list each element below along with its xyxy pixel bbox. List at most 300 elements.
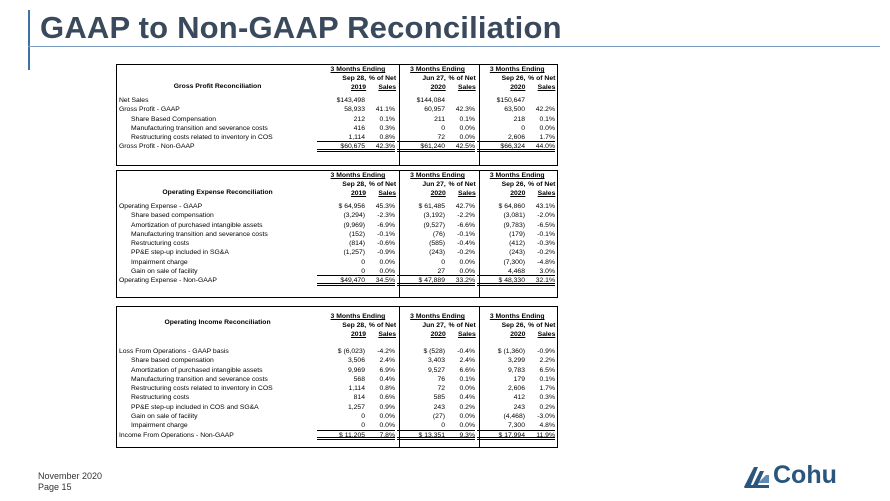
- percent-cell: -0.9%: [537, 348, 555, 355]
- amount-cell: $49,470: [317, 276, 365, 285]
- row-values: [317, 211, 557, 220]
- period-values: [397, 230, 477, 239]
- percent-cell: -0.6%: [377, 240, 395, 248]
- period-values: [317, 267, 397, 276]
- table-row: [117, 384, 557, 393]
- amount-cell: (814): [349, 240, 365, 248]
- amount-cell: 243: [433, 403, 445, 411]
- table-row: [117, 133, 557, 142]
- percent-cell: 42.3%: [365, 142, 395, 151]
- percent-cell: 0.0%: [379, 258, 395, 266]
- percent-cell: 32.1%: [525, 276, 555, 285]
- percent-cell: 11.9%: [525, 431, 555, 440]
- table-title: Operating Income Reconciliation: [164, 319, 271, 326]
- column-separator: [479, 65, 480, 165]
- page-title: GAAP to Non-GAAP Reconciliation: [40, 10, 562, 45]
- period-values: [477, 202, 557, 211]
- amount-cell: $ 61,485: [418, 203, 445, 210]
- period-values: [477, 239, 557, 248]
- row-values: [317, 366, 557, 375]
- footer-date: November 2020: [38, 471, 103, 481]
- period-values: [477, 393, 557, 402]
- period-values: [477, 384, 557, 393]
- percent-cell: 0.0%: [445, 267, 475, 276]
- percent-cell: 42.3%: [455, 106, 475, 114]
- row-label: Amortization of purchased intangible assets: [131, 221, 263, 229]
- percent-cell: 42.2%: [535, 106, 555, 114]
- amount-cell: 9,969: [347, 366, 365, 374]
- percent-cell: 34.5%: [365, 276, 395, 285]
- period-values: [397, 375, 477, 384]
- period-values: [477, 267, 557, 276]
- percent-cell: 0.1%: [459, 375, 475, 383]
- period-subheader: [318, 180, 398, 189]
- period-values: [317, 230, 397, 239]
- table-row: [117, 221, 557, 230]
- period-title: 3 Months Ending: [489, 313, 545, 320]
- period-values: [477, 412, 557, 421]
- period-subheader: [398, 83, 478, 92]
- column-separator: [399, 171, 400, 297]
- percent-cell: -0.2%: [457, 249, 475, 257]
- pct-label: Sales: [457, 190, 476, 198]
- pct-label: Sales: [378, 331, 397, 339]
- percent-cell: 0.3%: [379, 124, 395, 132]
- period-values: [477, 124, 557, 133]
- period-values: [317, 239, 397, 248]
- period-year: 2020: [510, 331, 526, 339]
- percent-cell: 33.2%: [445, 276, 475, 285]
- table-header: [117, 307, 557, 346]
- period-values: [317, 393, 397, 402]
- period-values: [477, 421, 557, 430]
- column-separator: [399, 65, 400, 165]
- period-year: 2020: [430, 331, 446, 339]
- percent-cell: 0.0%: [459, 258, 475, 266]
- row-values: [317, 142, 557, 151]
- row-values: [317, 96, 557, 105]
- row-label: Gross Profit - GAAP: [119, 106, 180, 114]
- amount-cell: 0: [317, 421, 365, 430]
- amount-cell: (1,257): [343, 249, 365, 257]
- table-row: [117, 105, 557, 114]
- period-values: [317, 211, 397, 220]
- percent-cell: -2.3%: [377, 212, 395, 220]
- row-label: Gross Profit - Non-GAAP: [119, 143, 195, 151]
- amount-cell: 218: [513, 115, 525, 123]
- table-row: [117, 202, 557, 211]
- row-values: [317, 239, 557, 248]
- table-header: [117, 65, 557, 95]
- period-values: [397, 124, 477, 133]
- period-values: [317, 375, 397, 384]
- percent-cell: 41.1%: [375, 106, 395, 114]
- percent-cell: 45.3%: [375, 203, 395, 210]
- period-values: [397, 105, 477, 114]
- percent-cell: 0.4%: [459, 394, 475, 402]
- row-label: Loss From Operations - GAAP basis: [119, 348, 229, 355]
- percent-cell: 0.0%: [365, 267, 395, 276]
- table-row: [117, 347, 557, 356]
- table-row: [117, 142, 557, 151]
- period-values: [397, 258, 477, 267]
- table-row: [117, 356, 557, 365]
- percent-cell: 0.1%: [379, 115, 395, 123]
- percent-cell: -3.0%: [537, 413, 555, 421]
- period-title: 3 Months Ending: [410, 313, 465, 320]
- period-values: [397, 393, 477, 402]
- period-header: [318, 312, 398, 346]
- amount-cell: 9,783: [507, 366, 525, 374]
- period-values: [397, 431, 477, 440]
- period-values: [317, 421, 397, 430]
- percent-cell: 2.2%: [539, 357, 555, 365]
- period-title: 3 Months Ending: [410, 66, 465, 73]
- period-year: 2019: [350, 190, 367, 198]
- amount-cell: 72: [397, 133, 445, 142]
- row-label: Income From Operations - Non-GAAP: [119, 431, 234, 439]
- percent-cell: 0.2%: [539, 403, 555, 411]
- amount-cell: 4,468: [477, 267, 525, 276]
- period-values: [397, 211, 477, 220]
- percent-cell: 0.6%: [379, 394, 395, 402]
- period-subheader: [318, 74, 398, 83]
- amount-cell: 0: [361, 258, 365, 266]
- period-values: [397, 421, 477, 430]
- period-values: [477, 133, 557, 142]
- percent-cell: 0.9%: [379, 403, 395, 411]
- percent-cell: 0.0%: [365, 421, 395, 430]
- period-values: [477, 96, 557, 105]
- amount-cell: 76: [437, 375, 445, 383]
- percent-cell: -4.2%: [377, 348, 395, 355]
- period-header: [477, 65, 557, 95]
- amount-cell: $ 17,994: [477, 431, 525, 440]
- period-values: [397, 403, 477, 412]
- amount-cell: $144,084: [416, 97, 445, 104]
- period-year: 2020: [430, 84, 446, 92]
- period-subheader: [398, 74, 478, 83]
- row-values: [317, 248, 557, 257]
- row-label: PP&E step-up included in SG&A: [131, 249, 229, 257]
- period-values: [397, 412, 477, 421]
- period-year: 2019: [350, 331, 367, 339]
- percent-cell: 9.3%: [445, 431, 475, 440]
- row-values: [317, 202, 557, 211]
- amount-cell: $ 47,889: [397, 276, 445, 285]
- percent-cell: 4.8%: [525, 421, 555, 430]
- percent-cell: 43.1%: [535, 203, 555, 210]
- percent-cell: -0.9%: [377, 249, 395, 257]
- footer-page-number: Page 15: [38, 482, 72, 492]
- amount-cell: 568: [353, 375, 365, 383]
- period-values: [397, 221, 477, 230]
- period-values: [397, 276, 477, 285]
- period-date: Sep 26,: [501, 322, 526, 330]
- period-title: 3 Months Ending: [489, 66, 545, 73]
- percent-cell: -2.2%: [457, 212, 475, 220]
- period-subheader: [477, 330, 557, 339]
- period-title: 3 Months Ending: [330, 66, 386, 73]
- table-row: [117, 421, 557, 430]
- amount-cell: 72: [437, 385, 445, 393]
- row-values: [317, 115, 557, 124]
- amount-cell: 1,114: [348, 385, 365, 393]
- amount-cell: 27: [397, 267, 445, 276]
- amount-cell: $ 11,205: [317, 431, 365, 440]
- title-divider: [28, 46, 880, 47]
- pct-label: Sales: [457, 331, 476, 339]
- period-values: [317, 221, 397, 230]
- gross-profit-table: [116, 64, 558, 166]
- pct-label: % of Net: [528, 322, 556, 330]
- amount-cell: 9,527: [427, 366, 445, 374]
- percent-cell: 0.0%: [459, 413, 475, 421]
- table-row: [117, 96, 557, 105]
- percent-cell: 0.0%: [379, 413, 395, 421]
- amount-cell: (76): [432, 230, 445, 238]
- amount-cell: $61,240: [397, 142, 445, 151]
- column-separator: [479, 171, 480, 297]
- percent-cell: -0.4%: [457, 348, 475, 355]
- table-body: [117, 95, 557, 152]
- percent-cell: -0.1%: [537, 230, 555, 238]
- period-title: 3 Months Ending: [489, 172, 545, 179]
- operating-expense-table: [116, 170, 558, 298]
- row-label: Operating Expense - Non-GAAP: [119, 277, 217, 285]
- row-label: Share based compensation: [131, 212, 214, 220]
- period-values: [317, 366, 397, 375]
- period-values: [477, 431, 557, 440]
- amount-cell: 1,257: [347, 403, 365, 411]
- amount-cell: $143,498: [336, 97, 365, 104]
- amount-cell: (4,468): [503, 413, 525, 421]
- amount-cell: $150,647: [496, 97, 525, 104]
- column-separator: [479, 307, 480, 447]
- period-values: [477, 366, 557, 375]
- amount-cell: $ 64,956: [338, 203, 365, 210]
- amount-cell: (243): [429, 249, 445, 257]
- period-subheader: [477, 180, 557, 189]
- period-header: [477, 171, 557, 201]
- period-header: [398, 171, 478, 201]
- period-values: [317, 276, 397, 285]
- period-subheader: [477, 321, 557, 330]
- amount-cell: 58,933: [344, 106, 365, 114]
- row-values: [317, 258, 557, 267]
- percent-cell: [445, 96, 475, 105]
- column-separator: [399, 307, 400, 447]
- amount-cell: 3,299: [507, 357, 525, 365]
- amount-cell: 1,114: [317, 133, 365, 142]
- amount-cell: $ 48,330: [477, 276, 525, 285]
- row-label: Amortization of purchased intangible assets: [131, 366, 263, 374]
- table-header: [117, 171, 557, 201]
- period-subheader: [318, 83, 398, 92]
- percent-cell: 0.0%: [445, 421, 475, 430]
- period-subheader: [398, 189, 478, 198]
- row-label: Impairment charge: [131, 422, 188, 430]
- percent-cell: 0.8%: [365, 133, 395, 142]
- period-values: [397, 347, 477, 356]
- pct-label: % of Net: [448, 322, 476, 330]
- row-values: [317, 384, 557, 393]
- table-body: [117, 201, 557, 286]
- period-values: [397, 366, 477, 375]
- row-label: Operating Expense - GAAP: [119, 203, 203, 210]
- pct-label: % of Net: [368, 322, 397, 330]
- table-title: Gross Profit Reconciliation: [173, 82, 262, 90]
- amount-cell: 0: [317, 267, 365, 276]
- period-values: [397, 202, 477, 211]
- period-values: [317, 347, 397, 356]
- period-header: [318, 171, 398, 201]
- amount-cell: 0: [441, 258, 445, 266]
- percent-cell: -0.1%: [457, 230, 475, 238]
- percent-cell: 0.0%: [445, 133, 475, 142]
- amount-cell: 7,300: [477, 421, 525, 430]
- period-values: [477, 258, 557, 267]
- percent-cell: 6.9%: [379, 366, 395, 374]
- period-date: Jun 27,: [422, 322, 446, 330]
- amount-cell: (7,300): [503, 258, 525, 266]
- period-values: [317, 133, 397, 142]
- percent-cell: 42.5%: [445, 142, 475, 151]
- period-header: [398, 312, 478, 346]
- period-values: [317, 142, 397, 151]
- amount-cell: $ 64,860: [498, 203, 525, 210]
- row-label: Impairment charge: [131, 258, 188, 266]
- pct-label: % of Net: [528, 75, 556, 83]
- percent-cell: -6.6%: [457, 221, 475, 229]
- period-values: [397, 115, 477, 124]
- row-label: Restructuring costs: [131, 240, 190, 248]
- pct-label: Sales: [537, 84, 556, 92]
- period-values: [397, 248, 477, 257]
- percent-cell: 0.1%: [539, 115, 555, 123]
- amount-cell: $ (6,023): [337, 348, 365, 355]
- percent-cell: 0.1%: [459, 115, 475, 123]
- percent-cell: 0.4%: [379, 375, 395, 383]
- percent-cell: -2.0%: [537, 212, 555, 220]
- period-values: [477, 356, 557, 365]
- period-values: [477, 276, 557, 285]
- row-label: Gain on sale of facility: [131, 413, 198, 421]
- period-subheader: [318, 321, 398, 330]
- row-label: Net Sales: [119, 97, 149, 104]
- amount-cell: (3,294): [343, 212, 365, 220]
- amount-cell: $60,675: [317, 142, 365, 151]
- amount-cell: (9,783): [503, 221, 525, 229]
- period-values: [317, 412, 397, 421]
- table-row: [117, 375, 557, 384]
- period-subheader: [398, 321, 478, 330]
- row-values: [317, 124, 557, 133]
- row-values: [317, 421, 557, 430]
- percent-cell: 3.0%: [525, 267, 555, 276]
- period-date: Sep 26,: [501, 75, 526, 83]
- percent-cell: 0.3%: [539, 394, 555, 402]
- amount-cell: 243: [513, 403, 525, 411]
- amount-cell: 0: [361, 413, 365, 421]
- percent-cell: -0.3%: [537, 240, 555, 248]
- table-row: [117, 393, 557, 402]
- amount-cell: (412): [509, 240, 525, 248]
- row-values: [317, 267, 557, 276]
- period-values: [477, 230, 557, 239]
- table-row: [117, 267, 557, 276]
- percent-cell: 0.0%: [459, 124, 475, 132]
- period-values: [397, 239, 477, 248]
- cohu-logo-text: Cohu: [773, 461, 837, 489]
- company-logo: [742, 461, 837, 490]
- percent-cell: 2.4%: [379, 357, 395, 365]
- percent-cell: 1.7%: [525, 133, 555, 142]
- row-label: Restructuring costs related to inventory in COS: [131, 134, 273, 142]
- amount-cell: 585: [433, 394, 445, 402]
- amount-cell: 212: [353, 115, 365, 123]
- period-year: 2020: [510, 84, 526, 92]
- period-year: 2020: [510, 190, 526, 198]
- period-values: [397, 384, 477, 393]
- table-row: [117, 258, 557, 267]
- period-date: Jun 27,: [422, 181, 446, 189]
- row-values: [317, 431, 557, 440]
- row-values: [317, 133, 557, 142]
- row-values: [317, 412, 557, 421]
- percent-cell: 0.8%: [379, 385, 395, 393]
- period-subheader: [477, 189, 557, 198]
- percent-cell: 0.0%: [539, 124, 555, 132]
- period-values: [477, 403, 557, 412]
- pct-label: % of Net: [448, 75, 476, 83]
- period-header: [477, 312, 557, 346]
- period-values: [317, 124, 397, 133]
- row-values: [317, 403, 557, 412]
- period-year: 2019: [350, 84, 367, 92]
- row-values: [317, 356, 557, 365]
- row-label: Manufacturing transition and severance costs: [131, 230, 268, 238]
- period-values: [397, 142, 477, 151]
- percent-cell: -0.4%: [457, 240, 475, 248]
- table-row: [117, 412, 557, 421]
- period-values: [317, 96, 397, 105]
- period-values: [477, 105, 557, 114]
- period-header: [318, 65, 398, 95]
- period-values: [477, 347, 557, 356]
- table-row: [117, 115, 557, 124]
- pct-label: Sales: [457, 84, 476, 92]
- percent-cell: 44.0%: [525, 142, 555, 151]
- percent-cell: -0.2%: [537, 249, 555, 257]
- period-values: [317, 356, 397, 365]
- period-values: [317, 248, 397, 257]
- period-values: [477, 142, 557, 151]
- table-row: [117, 248, 557, 257]
- period-subheader: [477, 74, 557, 83]
- row-label: Share based compensation: [131, 357, 214, 365]
- percent-cell: -0.1%: [377, 230, 395, 238]
- period-date: Sep 26,: [501, 181, 526, 189]
- percent-cell: [365, 96, 395, 105]
- percent-cell: -6.9%: [377, 221, 395, 229]
- row-values: [317, 347, 557, 356]
- period-date: Sep 28,: [342, 75, 367, 83]
- percent-cell: 0.0%: [459, 385, 475, 393]
- period-year: 2020: [430, 190, 446, 198]
- amount-cell: 0: [441, 124, 445, 132]
- table-row: [117, 211, 557, 220]
